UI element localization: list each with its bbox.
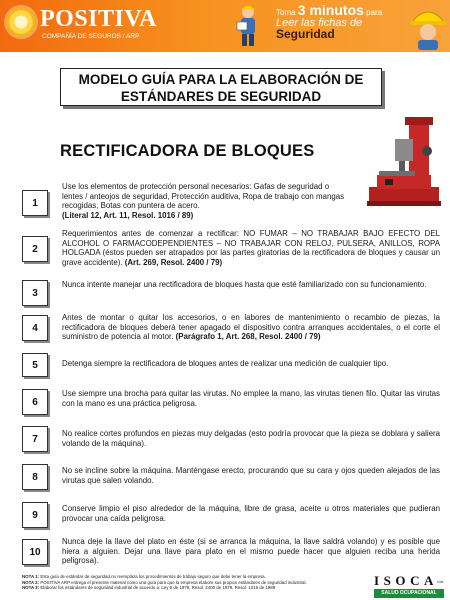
guide-title-line2: ESTÁNDARES DE SEGURIDAD [120,89,322,104]
rule-text [62,537,440,566]
rule-number-box: 5 [22,353,48,377]
note-label: NOTA 2: [22,579,40,585]
rule-text [62,229,440,268]
rule-number-box: 6 [22,389,48,415]
guide-title-line1: MODELO GUÍA PARA LA ELABORACIÓN DE [78,72,364,87]
isoca-letter: C [410,573,420,588]
isoca-letter: O [395,573,406,588]
rule-citation: (Parágrafo 1, Art. 268, Resol. 2400 / 79) [175,332,321,342]
rule-text [62,182,347,221]
isoca-suffix: Ltd. [437,579,444,584]
hardhat-worker-icon [408,2,448,50]
rule-number-box: 8 [22,464,48,490]
note-label: NOTA 1: [22,574,40,579]
rule-citation: (Art. 269, Resol. 2400 / 79) [124,258,223,268]
worker-reading-icon [233,4,263,48]
brand-name: POSITIVA [40,6,157,32]
rule-text [62,280,440,290]
machine-title: RECTIFICADORA DE BLOQUES [60,142,315,160]
isoca-bar: SALUD OCUPACIONAL [374,589,444,598]
rule-number-box: 7 [22,426,48,452]
rule-text [62,389,440,408]
block-grinder-machine-icon [365,115,443,207]
guide-title-box [60,68,382,106]
note-text: Elaborar los estándares de seguridad industrial de acuerdo a: Ley 9 de 1979, Resol. 2400 de 1979, Resol. 1016 de 1989 [40,585,276,591]
rule-text-body: Antes de montar o quitar los accesorios, o en labores de mantenimiento o recambio de piezas, la rectificadora de bloques deberá tener apagado el dispositivo contra arranques accidentales, o el corte el suministro de potencia al motor. [62,313,440,342]
rule-text [62,466,440,485]
isoca-letter: I [374,573,380,588]
rule-text-body: Use los elementos de protección personal necesarios: Gafas de seguridad o lentes / anteojos de seguridad, Protección auditiva, Ropa de trabajo con mangas recogidas, Botas con puntera de acero. [62,182,345,211]
rule-text [62,504,440,523]
rule-number-box: 2 [22,236,48,262]
tagline-line3: Seguridad [276,27,335,41]
tagline-pre: Toma [276,8,296,17]
brand-subtitle: COMPAÑÍA DE SEGUROS / ARP [42,33,140,40]
isoca-letter: A [424,573,434,588]
rule-text-body: Conserve limpio el piso alrededor de la máquina, libre de grasa, aceite u otros materiales que pudieran provocar una caída peligrosa. [62,504,440,523]
rule-number-box: 10 [22,539,48,565]
note-text: POSITIVA ARP entrega el presente material como una guía para que la empresa elabore sus propios estándares de seguridad industrial. [40,579,307,585]
rule-citation: (Literal 12, Art. 11, Resol. 1016 / 89) [62,211,194,221]
note-line [22,585,367,591]
rule-text-body: Nunca deje la llave del plato en éste (si se arranca la máquina, la llave saldrá volando) y es posible que hiera a alguien. Dejar una llave para plato en el mismo puede hacer que alguien reciba una herida peligrosa). [62,537,440,566]
note-label: NOTA 3: [22,585,40,591]
tagline [276,2,383,41]
isoca-letters [374,573,444,588]
rule-text [62,359,440,369]
rule-number-box: 4 [22,315,48,341]
rule-number-box: 9 [22,502,48,528]
rule-text [62,313,440,342]
rule-text-body: No se incline sobre la máquina. Manténgase erecto, procurando que su cara y ojos queden alejados de las virutas que salen volando. [62,466,440,485]
tagline-post: para [366,8,383,17]
footer-notes [22,574,367,591]
rule-number-box: 3 [22,280,48,306]
tagline-line2: Leer las fichas de [276,17,363,29]
rule-text [62,429,440,448]
header-banner [0,0,450,52]
rule-text-body: Use siempre una brocha para quitar las virutas. No emplee la mano, las virutas tienen filo. Quitar las virutas con la mano es una práctica peligrosa. [62,389,440,408]
rule-text-body: Nunca intente manejar una rectificadora de bloques hasta que esté familiarizado con su funcionamiento. [62,280,427,289]
rule-text-body: Requerimientos antes de comenzar a rectificar: NO FUMAR – NO TRABAJAR BAJO EFECTO DEL ALCOHOL O FARMACODEPENDIENTES – NO TRABAJAR CON RELOJ, PULSERA, ANILLOS, ROPA HOLGADA (éstos pueden ser atrapados por las partes giratorias de la rectificadora de bloques y causar un grave accidente). [62,229,440,268]
note-text: Esta guía de estándar de seguridad no reemplaza los procedimientos de trabajo seguro que debe tener la empresa. [40,574,266,579]
isoca-logo [374,573,444,598]
sun-logo-icon [6,7,36,37]
rule-number-box: 1 [22,190,48,216]
rule-text-body: No realice cortes profundos en piezas muy delgadas (esto podría provocar que la pieza se doblara y saliera volando de la máquina). [62,429,440,448]
isoca-letter: S [383,573,391,588]
rule-text-body: Detenga siempre la rectificadora de bloques antes de realizar una medición de cualquier tipo. [62,359,389,368]
tagline-minutes: 3 minutos [297,2,364,18]
